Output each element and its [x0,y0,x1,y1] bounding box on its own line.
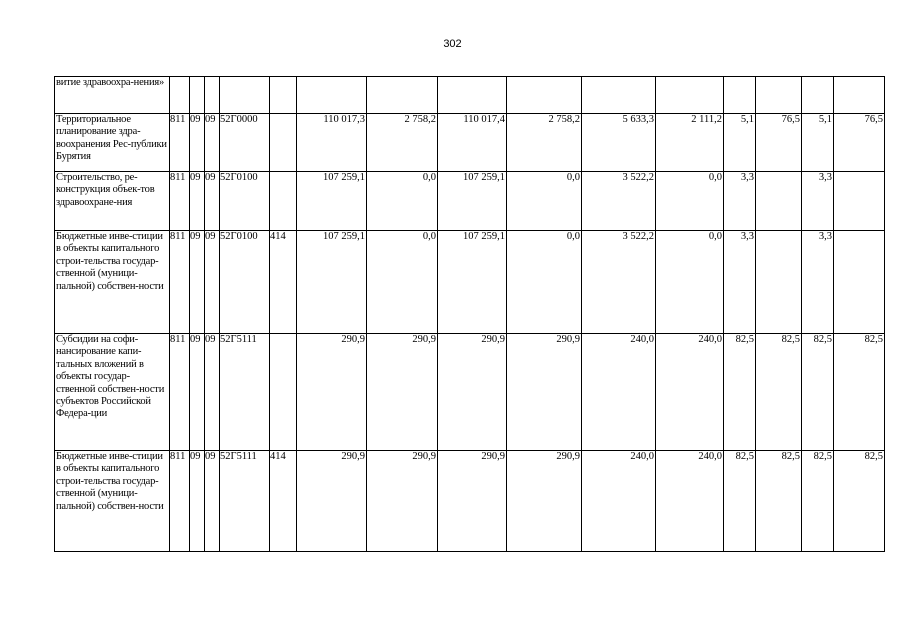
value-cell: 3,3 [802,172,834,231]
code-expense-type [270,77,297,114]
value-cell: 76,5 [834,114,885,172]
code-ministry: 811 [170,114,190,172]
value-cell [724,77,756,114]
value-cell [438,77,507,114]
row-name: Бюджетные инве-стиции в объекты капитального строи-тельства государ-ственной (муници-пальной) собствен-ности [55,231,170,334]
code-subsection: 09 [205,114,220,172]
value-cell: 110 017,3 [297,114,367,172]
value-cell [802,77,834,114]
value-cell: 107 259,1 [438,172,507,231]
code-subsection: 09 [205,451,220,552]
value-cell: 3,3 [724,231,756,334]
value-cell: 2 111,2 [656,114,724,172]
value-cell: 82,5 [802,451,834,552]
value-cell: 3,3 [724,172,756,231]
code-section: 09 [190,172,205,231]
code-section: 09 [190,451,205,552]
value-cell: 5 633,3 [582,114,656,172]
table-row [55,231,885,334]
code-expense-type: 414 [270,231,297,334]
value-cell: 290,9 [438,334,507,451]
code-target-article [220,77,270,114]
code-ministry [170,77,190,114]
value-cell: 290,9 [507,451,582,552]
value-cell [367,77,438,114]
code-ministry: 811 [170,172,190,231]
value-cell [756,172,802,231]
code-ministry: 811 [170,451,190,552]
code-ministry: 811 [170,334,190,451]
value-cell [756,77,802,114]
value-cell: 76,5 [756,114,802,172]
code-section [190,77,205,114]
value-cell [507,77,582,114]
value-cell: 240,0 [582,451,656,552]
value-cell: 2 758,2 [507,114,582,172]
value-cell: 0,0 [656,172,724,231]
budget-table [54,76,885,552]
code-section: 09 [190,334,205,451]
value-cell: 0,0 [507,231,582,334]
code-target-article: 52Г5111 [220,334,270,451]
value-cell: 290,9 [438,451,507,552]
code-subsection: 09 [205,334,220,451]
value-cell: 3,3 [802,231,834,334]
table-row [55,77,885,114]
code-target-article: 52Г0000 [220,114,270,172]
code-ministry: 811 [170,231,190,334]
value-cell [834,172,885,231]
value-cell: 107 259,1 [297,172,367,231]
value-cell: 290,9 [367,334,438,451]
code-subsection: 09 [205,172,220,231]
value-cell: 290,9 [507,334,582,451]
value-cell: 5,1 [802,114,834,172]
value-cell: 240,0 [582,334,656,451]
table-row [55,334,885,451]
page-number: 302 [443,38,462,50]
table-row [55,172,885,231]
value-cell: 82,5 [802,334,834,451]
value-cell: 240,0 [656,451,724,552]
value-cell: 3 522,2 [582,172,656,231]
value-cell: 290,9 [367,451,438,552]
value-cell: 82,5 [834,451,885,552]
value-cell [756,231,802,334]
code-subsection: 09 [205,231,220,334]
value-cell: 82,5 [834,334,885,451]
value-cell: 0,0 [507,172,582,231]
value-cell: 2 758,2 [367,114,438,172]
value-cell [582,77,656,114]
value-cell: 82,5 [756,451,802,552]
value-cell: 0,0 [367,231,438,334]
value-cell: 82,5 [756,334,802,451]
table-row [55,451,885,552]
value-cell: 107 259,1 [297,231,367,334]
row-name: Территориальное планирование здра-воохранения Рес-публики Бурятия [55,114,170,172]
value-cell: 110 017,4 [438,114,507,172]
table-row [55,114,885,172]
row-name: Строительство, ре-конструкция объек-тов здравоохране-ния [55,172,170,231]
value-cell: 107 259,1 [438,231,507,334]
value-cell: 290,9 [297,451,367,552]
value-cell: 3 522,2 [582,231,656,334]
row-name: Субсидии на софи-нансирование капи-тальных вложений в объекты государ-ственной собствен-ности субъектов Российской Федера-ции [55,334,170,451]
code-target-article: 52Г5111 [220,451,270,552]
code-section: 09 [190,114,205,172]
value-cell [656,77,724,114]
row-name: витие здравоохра-нения» [55,77,170,114]
value-cell: 0,0 [656,231,724,334]
code-expense-type [270,172,297,231]
value-cell: 82,5 [724,451,756,552]
code-target-article: 52Г0100 [220,231,270,334]
value-cell [834,231,885,334]
code-target-article: 52Г0100 [220,172,270,231]
row-name: Бюджетные инве-стиции в объекты капитального строи-тельства государ-ственной (муници-пальной) собствен-ности [55,451,170,552]
value-cell [297,77,367,114]
code-subsection [205,77,220,114]
value-cell: 5,1 [724,114,756,172]
code-section: 09 [190,231,205,334]
value-cell: 240,0 [656,334,724,451]
value-cell [834,77,885,114]
code-expense-type: 414 [270,451,297,552]
value-cell: 82,5 [724,334,756,451]
code-expense-type [270,334,297,451]
value-cell: 290,9 [297,334,367,451]
code-expense-type [270,114,297,172]
value-cell: 0,0 [367,172,438,231]
